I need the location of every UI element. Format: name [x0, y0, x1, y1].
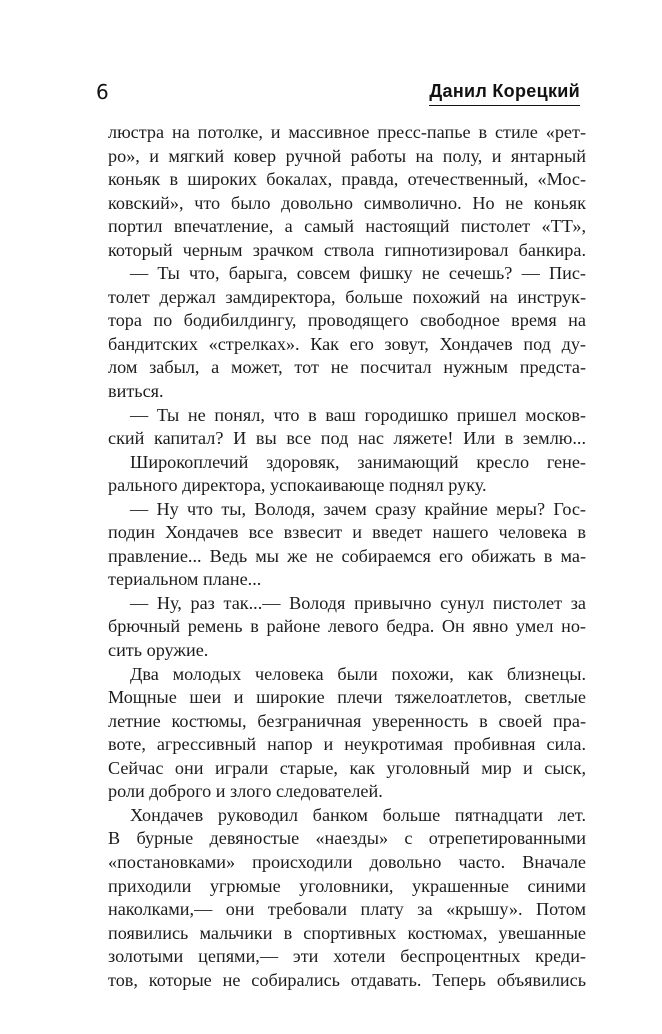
- text-line: Широкоплечий здоровяк, занимающий кресло гене-: [130, 451, 586, 472]
- running-head-author: Данил Корецкий: [429, 78, 580, 106]
- text-line: териальном плане...: [108, 569, 262, 590]
- text-line: портил впечатление, а самый настоящий пистолет «ТТ»,: [108, 216, 586, 237]
- text-line: который черным зрачком ствола гипнотизировал банкира.: [108, 239, 586, 260]
- text-line: — Ну, раз так...— Володя привычно сунул пистолет за: [130, 592, 586, 613]
- text-line: Хондачев руководил банком больше пятнадцати лет.: [130, 804, 586, 825]
- text-line: ский капитал? И вы все под нас ляжете! Или в землю...: [108, 428, 586, 449]
- text-line: бандитских «стрелках». Как его зовут, Хондачев под ду-: [108, 333, 586, 354]
- text-line: Два молодых человека были похожи, как близнецы.: [130, 663, 586, 684]
- body-text: [108, 121, 586, 992]
- text-line: золотыми цепями,— эти хотели беспроцентных креди-: [108, 946, 586, 967]
- text-line: Сейчас они играли старые, как уголовный мир и сыск,: [108, 757, 586, 778]
- text-line: летние костюмы, безграничная уверенность в своей пра-: [108, 710, 586, 731]
- text-line: толет держал замдиректора, больше похожий на инструк-: [108, 286, 586, 307]
- text-line: сить оружие.: [108, 640, 209, 661]
- text-line: — Ты не понял, что в ваш городишко пришел москов-: [130, 404, 586, 425]
- text-line: подин Хондачев все взвесит и введет нашего человека в: [108, 522, 586, 543]
- text-line: брючный ремень в районе левого бедра. Он явно умел но-: [108, 616, 586, 637]
- text-line: виться.: [108, 381, 164, 402]
- page-number: 6: [96, 80, 109, 104]
- text-line: тов, которые не собирались отдавать. Теперь объявились: [108, 969, 586, 990]
- page-header: [96, 78, 588, 108]
- text-line: люстра на потолке, и массивное пресс-папье в стиле «рет-: [108, 122, 586, 142]
- text-line: ковский», что было довольно символично. Но не коньяк: [108, 192, 586, 213]
- text-line: приходили угрюмые уголовники, украшенные синими: [108, 875, 586, 896]
- text-line: роли доброго и злого следователей.: [108, 781, 383, 802]
- text-line: — Ну что ты, Володя, зачем сразу крайние меры? Гос-: [130, 498, 586, 519]
- text-line: появились мальчики в спортивных костюмах, увешанные: [108, 922, 586, 943]
- text-line: ро», и мягкий ковер ручной работы на полу, и янтарный: [108, 145, 586, 166]
- text-line: тора по бодибилдингу, проводящего свободное время на: [108, 310, 586, 331]
- text-line: коньяк в широких бокалах, правда, отечественный, «Мос-: [108, 169, 586, 190]
- text-line: В бурные девяностые «наезды» с отрепетированными: [108, 828, 586, 849]
- text-line: — Ты что, барыга, совсем фишку не сечешь? — Пис-: [130, 263, 586, 284]
- text-line: Мощные шеи и широкие плечи тяжелоатлетов, светлые: [108, 687, 586, 708]
- text-line: правление... Ведь мы же не собираемся его обижать в ма-: [108, 545, 586, 566]
- text-line: наколками,— они требовали плату за «крышу». Потом: [108, 899, 586, 920]
- text-line: «постановками» происходили довольно часто. Вначале: [108, 851, 586, 872]
- text-line: воте, агрессивный напор и неукротимая пробивная сила.: [108, 734, 586, 755]
- text-line: лом забыл, а может, тот не посчитал нужным предста-: [108, 357, 586, 378]
- text-line: рального директора, успокаивающе поднял руку.: [108, 475, 487, 496]
